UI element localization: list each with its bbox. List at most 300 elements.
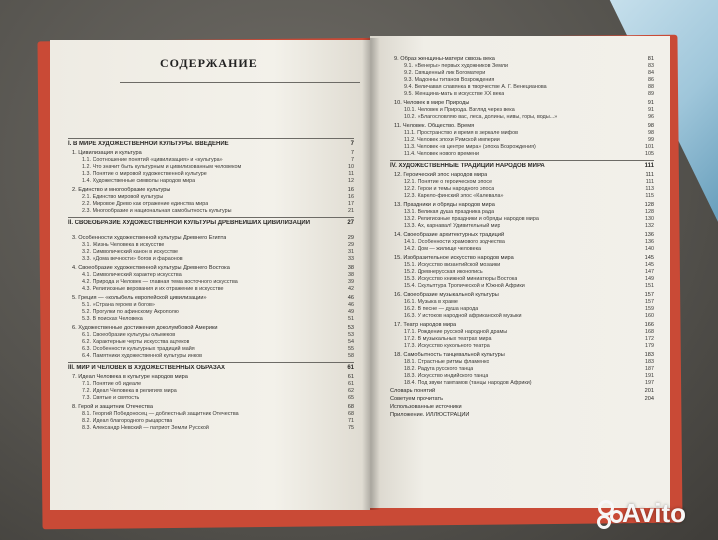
toc-page-number: 33 [348, 256, 354, 262]
toc-entry-number: 7. [72, 374, 79, 380]
toc-chapter-row [72, 325, 354, 332]
toc-chapter-row [394, 255, 654, 262]
toc-entry-title: Характерные черты искусства ацтеков [92, 339, 190, 345]
toc-entry-title: Искусство книжной миниатюры Востока [417, 276, 518, 282]
toc-subchapter-row [404, 130, 654, 137]
toc-entry-number: 6.3. [82, 346, 93, 352]
toc-entry-title: Греция — «колыбель европейской цивилизации» [78, 295, 207, 301]
toc-entry-title: Многообразие и национальная самобытность культуры [92, 208, 232, 214]
toc-page-number: 27 [347, 220, 354, 226]
toc-subchapter-row [404, 216, 654, 223]
toc-subchapter-row [82, 208, 354, 215]
toc-subchapter-row [404, 283, 654, 290]
toc-entry-number: 11.2. [404, 137, 418, 143]
toc-entry-title: Женщина-мать в искусстве XX века [414, 91, 505, 97]
toc-page-number: 46 [347, 295, 354, 301]
toc-entry-title: «Страна героев и богов» [92, 302, 155, 308]
toc-entry-title: Георгий Победоносец — доблестный защитник Отечества [92, 411, 239, 417]
toc-entry-number: IV. [390, 163, 399, 169]
toc-entry-title: Александр Невский — патриот Земли Русской [92, 425, 209, 431]
toc-subchapter-row [82, 381, 354, 388]
toc-entry-number: 8. [72, 404, 79, 410]
toc-page-number: 168 [645, 329, 654, 335]
toc-entry-title: Советуем прочитать [390, 396, 443, 402]
toc-entry-number: 3. [72, 235, 79, 241]
toc-page-number: 68 [347, 404, 354, 410]
section-divider [68, 217, 354, 218]
toc-entry-title: Священный лик Богоматери [414, 70, 486, 76]
toc-subchapter-row [404, 193, 654, 200]
toc-entry-number: 7.1. [82, 381, 93, 387]
toc-page-number: 130 [645, 216, 654, 222]
page-title: СОДЕРЖАНИЕ [160, 56, 258, 70]
toc-entry-number: 3.1. [82, 242, 93, 248]
toc-backmatter-row [390, 388, 654, 395]
toc-entry-title: В музыкальных театрах мира [417, 336, 492, 342]
toc-page-number: 191 [645, 373, 654, 379]
toc-entry-number: 13.1. [404, 209, 418, 215]
toc-subchapter-row [82, 286, 354, 293]
toc-entry-title: Музыка в храме [417, 299, 458, 305]
toc-subchapter-row [404, 262, 654, 269]
toc-subchapter-row [82, 272, 354, 279]
toc-entry-number: 11.4. [404, 151, 418, 157]
toc-subchapter-row [82, 339, 354, 346]
toc-page-number: 98 [648, 130, 654, 136]
toc-page-number: 81 [647, 56, 654, 62]
toc-entry-number: 2. [72, 187, 79, 193]
toc-page-number: 38 [347, 265, 354, 271]
toc-entry-number: 8.2. [82, 418, 93, 424]
toc-page-number: 61 [347, 365, 354, 371]
toc-chapter-row [72, 265, 354, 272]
toc-subchapter-row [404, 179, 654, 186]
toc-entry-number: 2.2. [82, 201, 93, 207]
toc-entry-title: Природа и Человек — главная тема восточного искусства [92, 279, 238, 285]
toc-entry-title: Художественные символы народов мира [92, 178, 196, 184]
toc-entry-number: 9.5. [404, 91, 415, 97]
toc-entry-number: 13. [394, 202, 404, 208]
toc-subchapter-row [404, 70, 654, 77]
toc-entry-number: 13.2. [404, 216, 418, 222]
toc-page-number: 42 [348, 286, 354, 292]
toc-entry-title: ХУДОЖЕСТВЕННЫЕ ТРАДИЦИИ НАРОДОВ МИРА [398, 163, 545, 169]
toc-entry-number: 11.3. [404, 144, 418, 150]
toc-section-row [68, 141, 354, 148]
toc-entry-number: 2.1. [82, 194, 93, 200]
toc-entry-title: Героический эпос народов мира [403, 172, 488, 178]
toc-page-number: 115 [645, 193, 654, 199]
toc-entry-title: Идеал благородного рыцарства [92, 418, 173, 424]
toc-page-number: 10 [348, 164, 354, 170]
toc-section-row [68, 220, 354, 227]
toc-page-number: 75 [348, 425, 354, 431]
section-divider [68, 138, 354, 139]
toc-page-number: 157 [644, 292, 654, 298]
toc-entry-number: 15.1. [404, 262, 418, 268]
toc-entry-number: 15.3. [404, 276, 418, 282]
toc-subchapter-row [82, 171, 354, 178]
toc-entry-number: 7.3. [82, 395, 93, 401]
toc-entry-title: В МИРЕ ХУДОЖЕСТВЕННОЙ КУЛЬТУРЫ. ВВЕДЕНИЕ [73, 141, 229, 147]
toc-entry-number: 18.1. [404, 359, 418, 365]
toc-entry-title: В песне — душа народа [417, 306, 479, 312]
toc-subchapter-row [404, 359, 654, 366]
toc-entry-title: Использованные источники [390, 404, 462, 410]
toc-entry-number: 5.2. [82, 309, 93, 315]
toc-entry-title: Образ женщины-матери сквозь века [400, 56, 495, 62]
toc-entry-number: 1.1. [82, 157, 93, 163]
toc-entry-number: 7.2. [82, 388, 93, 394]
toc-entry-number: III. [68, 365, 77, 371]
toc-entry-title: Цивилизация и культура [78, 150, 142, 156]
toc-subchapter-row [404, 343, 654, 350]
toc-entry-title: Единство и многообразие культуры [78, 187, 171, 193]
toc-entry-title: Рождение русской народной драмы [417, 329, 508, 335]
toc-subchapter-row [404, 114, 654, 121]
toc-subchapter-row [404, 336, 654, 343]
toc-entry-title: Дом — жилище человека [417, 246, 482, 252]
toc-entry-number: 10.1. [404, 107, 418, 113]
toc-entry-title: Идеал Человека в религиях мира [92, 388, 177, 394]
toc-entry-title: Радуга русского танца [417, 366, 474, 372]
toc-entry-number: 9. [394, 56, 401, 62]
toc-backmatter-row [390, 404, 654, 411]
toc-page-number: 151 [645, 283, 654, 289]
toc-entry-number: 6.2. [82, 339, 93, 345]
toc-page-number: 89 [648, 91, 654, 97]
toc-entry-title: У истоков народной африканской музыки [417, 313, 522, 319]
toc-entry-title: Понятие о героическом эпосе [417, 179, 493, 185]
toc-page-number: 96 [648, 114, 654, 120]
toc-chapter-row [394, 100, 654, 107]
toc-page-number: 16 [347, 187, 354, 193]
toc-entry-title: В поисках Человека [92, 316, 143, 322]
toc-entry-number: 14.2. [404, 246, 418, 252]
toc-entry-number: 11.1. [404, 130, 418, 136]
toc-entry-title: Герой и защитник Отечества [78, 404, 153, 410]
toc-page-number: 55 [348, 346, 354, 352]
toc-subchapter-row [404, 373, 654, 380]
toc-page-number: 29 [348, 242, 354, 248]
toc-entry-title: Понятие о мировой художественной культуре [92, 171, 207, 177]
toc-subchapter-row [404, 223, 654, 230]
toc-page-number: 54 [348, 339, 354, 345]
toc-entry-number: 15.4. [404, 283, 418, 289]
toc-page-number: 88 [648, 84, 654, 90]
toc-entry-number: 4.2. [82, 279, 93, 285]
toc-entry-title: Пространство и время в зеркале мифов [417, 130, 518, 136]
toc-entry-title: Идеал Человека в культуре народов мира [78, 374, 188, 380]
toc-chapter-row [394, 322, 654, 329]
toc-entry-title: Величавая славянка в творчестве А. Г. Венецианова [414, 84, 547, 90]
toc-entry-number: 12.2. [404, 186, 418, 192]
toc-entry-title: «Благословляю вас, леса, долины, нивы, горы, воды...» [417, 114, 558, 120]
toc-entry-number: 18.3. [404, 373, 418, 379]
toc-subchapter-row [404, 144, 654, 151]
toc-page-number: 53 [348, 332, 354, 338]
toc-page-number: 157 [645, 299, 654, 305]
toc-entry-title: Святые и святость [92, 395, 140, 401]
toc-entry-number: 15. [394, 255, 404, 261]
toc-section-row [390, 163, 654, 170]
toc-page-number: 91 [647, 100, 654, 106]
toc-entry-number: 10.2. [404, 114, 418, 120]
toc-entry-number: 2.3. [82, 208, 93, 214]
toc-page-number: 166 [644, 322, 654, 328]
toc-page-number: 145 [644, 255, 654, 261]
toc-entry-title: Мировое Древо как отражение единства мира [92, 201, 209, 207]
toc-entry-title: Особенности храмового зодчества [417, 239, 505, 245]
avito-logo [596, 496, 706, 532]
toc-entry-number: 3.2. [82, 249, 93, 255]
toc-chapter-row [72, 150, 354, 157]
toc-entry-number: 9.3. [404, 77, 415, 83]
toc-page-number: 61 [347, 374, 354, 380]
toc-entry-title: Человек эпохи Римской империи [417, 137, 500, 143]
toc-entry-title: Самобытность танцевальной культуры [403, 352, 505, 358]
title-rule [120, 82, 360, 83]
toc-entry-number: 6. [72, 325, 79, 331]
toc-entry-number: 12. [394, 172, 404, 178]
toc-page-number: 38 [348, 272, 354, 278]
toc-entry-number: 4.3. [82, 286, 93, 292]
toc-page-number: 101 [645, 144, 654, 150]
toc-entry-number: 14. [394, 232, 404, 238]
toc-entry-number: 14.1. [404, 239, 418, 245]
toc-page-number: 61 [348, 381, 354, 387]
toc-subchapter-row [82, 346, 354, 353]
toc-entry-number: 16.3. [404, 313, 418, 319]
toc-entry-title: Искусство кукольного театра [417, 343, 490, 349]
section-divider [68, 362, 354, 363]
toc-subchapter-row [404, 246, 654, 253]
toc-subchapter-row [82, 249, 354, 256]
toc-subchapter-row [404, 77, 654, 84]
toc-page-number: 83 [648, 63, 654, 69]
toc-page-number: 99 [648, 137, 654, 143]
toc-entry-number: 18. [394, 352, 404, 358]
toc-page-number: 11 [348, 171, 354, 177]
toc-chapter-row [394, 352, 654, 359]
toc-entry-title: Человек нового времени [417, 151, 480, 157]
toc-entry-title: Человек в мире Природы [403, 100, 470, 106]
toc-subchapter-row [82, 353, 354, 360]
toc-entry-number: II. [68, 220, 75, 226]
toc-page-number: 197 [645, 380, 654, 386]
toc-entry-title: МИР И ЧЕЛОВЕК В ХУДОЖЕСТВЕННЫХ ОБРАЗАХ [76, 365, 226, 371]
toc-page-number: 21 [348, 208, 354, 214]
toc-page-number: 46 [348, 302, 354, 308]
toc-page-number: 49 [348, 309, 354, 315]
toc-entry-title: Понятие об идеале [92, 381, 142, 387]
toc-entry-title: Прогулки по афинскому Акрополю [92, 309, 179, 315]
toc-entry-title: Человек. Общество. Время [402, 123, 475, 129]
toc-entry-title: Особенности художественной культуры Древнего Египта [78, 235, 227, 241]
toc-page-number: 71 [348, 418, 354, 424]
toc-page-number: 16 [348, 194, 354, 200]
toc-entry-title: Великая душа праздника рада [417, 209, 495, 215]
toc-page-number: 204 [644, 396, 654, 402]
toc-page-number: 172 [645, 336, 654, 342]
toc-page-number: 31 [348, 249, 354, 255]
toc-entry-title: «Венеры» первых художников Земли [414, 63, 509, 69]
toc-page-number: 132 [645, 223, 654, 229]
toc-entry-title: Особенности культурных традиций майя [92, 346, 195, 352]
toc-page-number: 111 [645, 179, 654, 185]
toc-entry-number: 17.3. [404, 343, 418, 349]
toc-entry-number: 4.1. [82, 272, 93, 278]
toc-subchapter-row [82, 332, 354, 339]
toc-subchapter-row [82, 395, 354, 402]
toc-entry-number: 12.3. [404, 193, 418, 199]
toc-page-number: 62 [348, 388, 354, 394]
toc-page-number: 159 [645, 306, 654, 312]
toc-entry-title: Символический характер искусства [92, 272, 182, 278]
toc-entry-title: Под звуки тамтамов (танцы народов Африки) [417, 380, 532, 386]
toc-entry-title: Соотношение понятий «цивилизация» и «культура» [92, 157, 223, 163]
toc-page-number: 113 [645, 186, 654, 192]
toc-subchapter-row [82, 164, 354, 171]
toc-page-number: 98 [647, 123, 654, 129]
toc-page-number: 65 [348, 395, 354, 401]
left-page [50, 40, 370, 510]
toc-entry-number: 15.2. [404, 269, 418, 275]
toc-page-number: 140 [645, 246, 654, 252]
toc-chapter-row [394, 56, 654, 63]
toc-page-number: 179 [645, 343, 654, 349]
toc-subchapter-row [82, 418, 354, 425]
toc-entry-title: Ах, карнавал! Удивительный мир [417, 223, 501, 229]
toc-subchapter-row [404, 209, 654, 216]
toc-subchapter-row [82, 388, 354, 395]
toc-page-number: 136 [645, 239, 654, 245]
toc-page-number: 7 [350, 141, 354, 147]
toc-page-number: 29 [347, 235, 354, 241]
toc-entry-number: 13.3. [404, 223, 418, 229]
toc-entry-title: Художественные достижения доколумбовой Америки [78, 325, 218, 331]
toc-chapter-row [394, 123, 654, 130]
toc-entry-number: 18.2. [404, 366, 418, 372]
toc-page-number: 39 [348, 279, 354, 285]
toc-entry-number: 1. [72, 150, 79, 156]
toc-page-number: 7 [351, 157, 354, 163]
toc-entry-title: СВОЕОБРАЗИЕ ХУДОЖЕСТВЕННОЙ КУЛЬТУРЫ ДРЕВНЕЙШИХ ЦИВИЛИЗАЦИЙ [74, 220, 311, 226]
toc-subchapter-row [404, 313, 654, 320]
toc-entry-number: 9.4. [404, 84, 415, 90]
toc-entry-title: Что значит быть культурным и цивилизованным человеком [92, 164, 242, 170]
toc-subchapter-row [404, 269, 654, 276]
toc-subchapter-row [82, 256, 354, 263]
toc-entry-number: 17.1. [404, 329, 418, 335]
toc-entry-number: 1.2. [82, 164, 93, 170]
toc-entry-number: 6.1. [82, 332, 93, 338]
toc-page-number: 128 [645, 209, 654, 215]
toc-page-number: 201 [644, 388, 654, 394]
toc-entry-title: Страстные ритмы фламенко [417, 359, 490, 365]
toc-backmatter-row [390, 412, 654, 419]
toc-page-number: 12 [348, 178, 354, 184]
toc-page-number: 51 [348, 316, 354, 322]
toc-entry-title: «Дома вечности» богов и фараонов [92, 256, 183, 262]
toc-entry-title: Мадонны титанов Возрождения [414, 77, 495, 83]
toc-entry-title: Древнерусская иконопись [417, 269, 483, 275]
toc-subchapter-row [82, 157, 354, 164]
toc-subchapter-row [404, 380, 654, 387]
toc-page-number: 183 [645, 359, 654, 365]
toc-page-number: 160 [645, 313, 654, 319]
toc-entry-number: 17. [394, 322, 404, 328]
toc-entry-title: Памятники художественной культуры инков [92, 353, 202, 359]
toc-chapter-row [72, 404, 354, 411]
toc-page-number: 53 [347, 325, 354, 331]
toc-entry-title: Театр народов мира [403, 322, 457, 328]
toc-subchapter-row [404, 186, 654, 193]
toc-subchapter-row [404, 276, 654, 283]
toc-subchapter-row [82, 242, 354, 249]
toc-entry-title: Символический канон в искусстве [92, 249, 179, 255]
toc-subchapter-row [82, 201, 354, 208]
toc-chapter-row [394, 232, 654, 239]
toc-entry-title: Искусство византийской мозаики [417, 262, 501, 268]
toc-subchapter-row [82, 194, 354, 201]
toc-subchapter-row [404, 306, 654, 313]
section-divider [390, 160, 654, 161]
toc-page-number: 187 [645, 366, 654, 372]
toc-subchapter-row [404, 84, 654, 91]
toc-entry-title: Словарь понятий [390, 388, 436, 394]
toc-entry-title: Своеобразие культуры ольмеков [92, 332, 176, 338]
toc-entry-number: 4. [72, 265, 79, 271]
toc-entry-number: I. [68, 141, 74, 147]
toc-entry-number: 16. [394, 292, 404, 298]
toc-subchapter-row [404, 107, 654, 114]
toc-entry-title: Карело-финский эпос «Калевала» [417, 193, 504, 199]
toc-page-number: 7 [350, 150, 354, 156]
toc-chapter-row [72, 235, 354, 242]
toc-subchapter-row [82, 279, 354, 286]
toc-page-number: 128 [644, 202, 654, 208]
toc-entry-title: Своеобразие архитектурных традиций [403, 232, 505, 238]
toc-section-row [68, 365, 354, 372]
toc-entry-number: 8.1. [82, 411, 93, 417]
toc-chapter-row [394, 292, 654, 299]
toc-entry-number: 10. [394, 100, 404, 106]
toc-chapter-row [72, 187, 354, 194]
toc-page-number: 183 [644, 352, 654, 358]
toc-chapter-row [394, 172, 654, 179]
toc-entry-number: 16.2. [404, 306, 418, 312]
toc-entry-title: Жизнь Человека в искусстве [92, 242, 165, 248]
logo-dot-icon [597, 515, 611, 529]
toc-entry-number: 1.4. [82, 178, 93, 184]
toc-page-number: 145 [645, 262, 654, 268]
toc-entry-number: 11. [394, 123, 403, 129]
toc-subchapter-row [82, 309, 354, 316]
toc-page-number: 147 [645, 269, 654, 275]
toc-subchapter-row [404, 299, 654, 306]
toc-entry-number: 5.3. [82, 316, 93, 322]
toc-entry-number: 18.4. [404, 380, 418, 386]
toc-chapter-row [72, 374, 354, 381]
toc-entry-title: Своеобразие музыкальной культуры [403, 292, 499, 298]
toc-page-number: 91 [648, 107, 654, 113]
toc-page-number: 68 [348, 411, 354, 417]
toc-entry-title: Приложение. ИЛЛЮСТРАЦИИ [390, 412, 470, 418]
toc-entry-title: Религиозные праздники и обряды народов мира [417, 216, 539, 222]
toc-page-number: 58 [348, 353, 354, 359]
toc-subchapter-row [404, 239, 654, 246]
